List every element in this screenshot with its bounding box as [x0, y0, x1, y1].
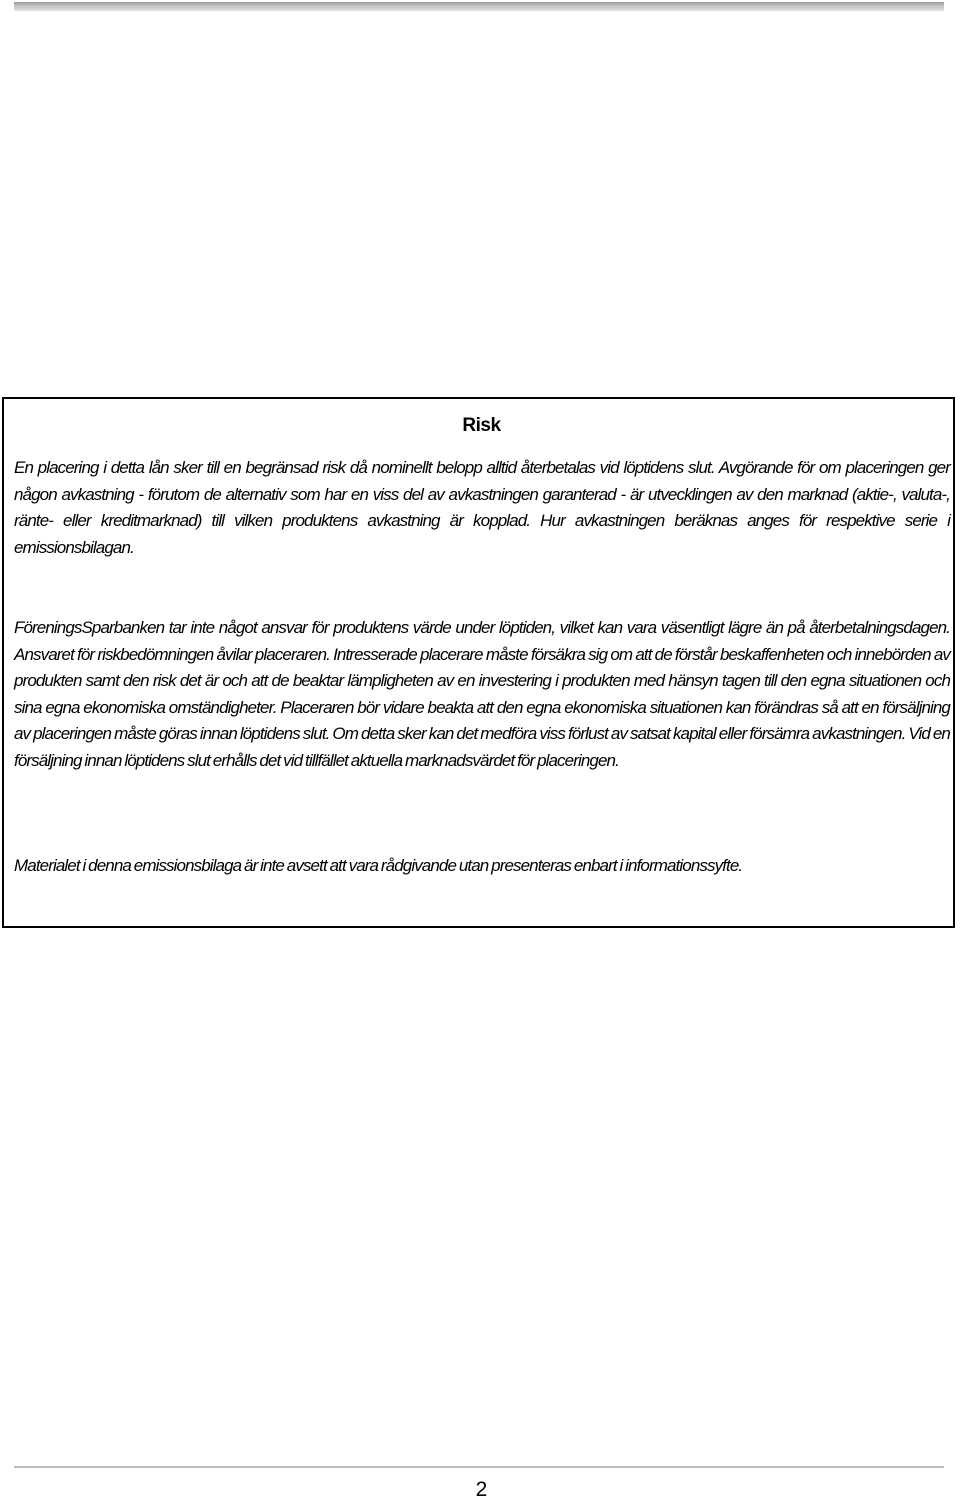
risk-disclosure-box [2, 397, 955, 928]
risk-paragraph-responsibility: FöreningsSparbanken tar inte något ansvar för produktens värde under löptiden, vilket kan vara väsentligt lägre än på återbetalningsdagen. Ansvaret för riskbedömningen åvilar placeraren. Intresserade placerare måste försäkra sig om att de förstår beskaffenheten och innebörden av produkten samt den risk det är och att de beaktar lämpligheten av en investering i produkten med hänsyn tagen till den egna situationen och sina egna ekonomiska omständigheter. Placeraren bör vidare beakta att den egna ekonomiska situationen kan förändras så att en försäljning av placeringen måste göras innan löptidens slut. Om detta sker kan det medföra viss förlust av satsat kapital eller försämra avkastningen. Vid en försäljning innan löptidens slut erhålls det vid tillfället aktuella marknadsvärdet för placeringen. [14, 618, 950, 770]
bottom-divider [14, 1466, 944, 1468]
risk-paragraph-disclaimer: Materialet i denna emissionsbilaga är inte avsett att vara rådgivande utan presenteras enbart i informationssyfte. [14, 856, 743, 875]
page-number: 2 [475, 1478, 488, 1501]
section-heading: Risk [462, 415, 501, 436]
top-divider [14, 2, 944, 11]
risk-paragraph-principal: En placering i detta lån sker till en begränsad risk då nominellt belopp alltid återbetalas vid löptidens slut. Avgörande för om placeringen ger någon avkastning - förutom de alternativ som har en viss del av avkastningen garanterad - är utvecklingen av den marknad (aktie-, valuta-, ränte- eller kreditmarknad) till vilken produktens avkastning är kopplad. Hur avkastningen beräknas anges för respektive serie i emissionsbilagan. [14, 458, 950, 557]
